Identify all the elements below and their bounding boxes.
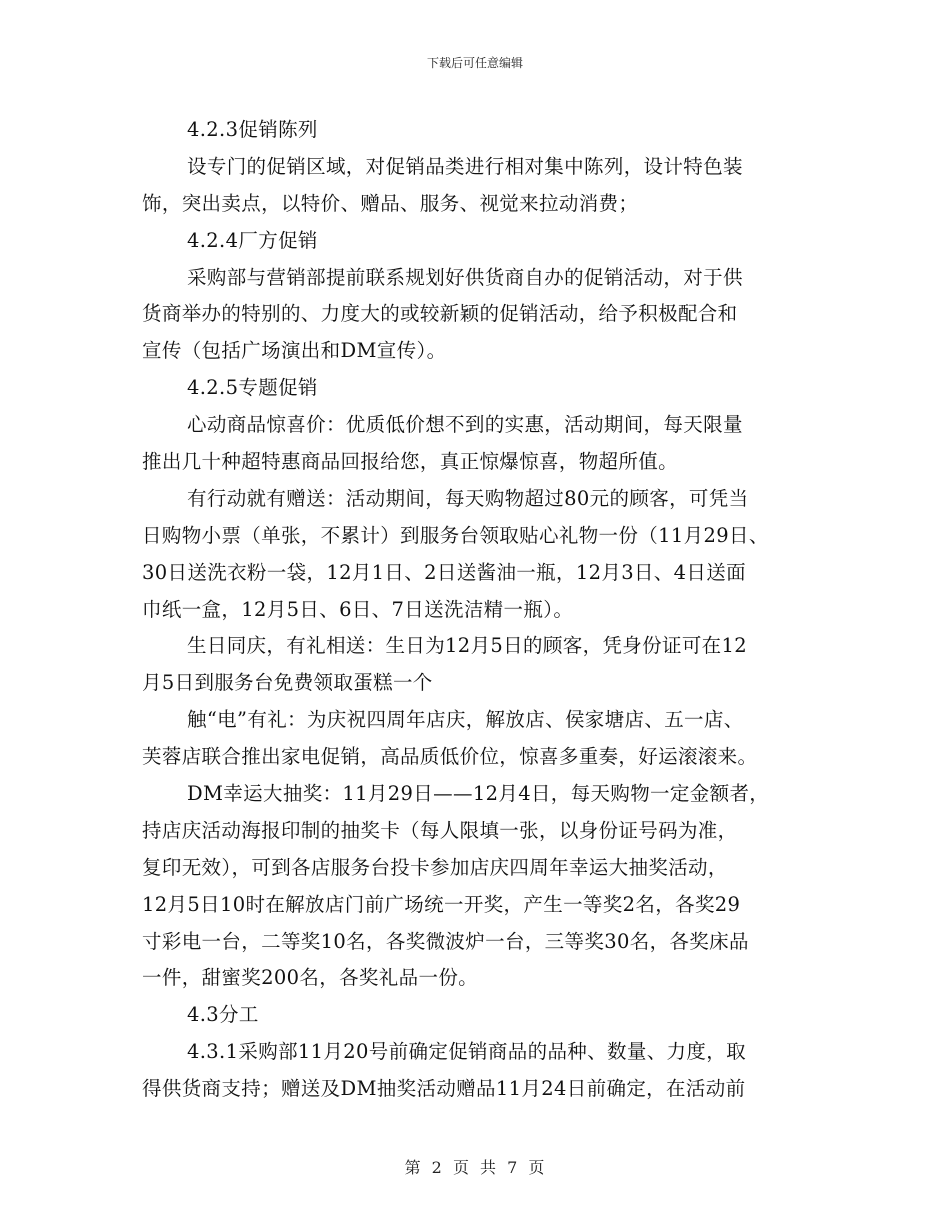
text-line: 12月5日10时在解放店门前广场统一开奖，产生一等奖2名，各奖29 <box>142 892 741 916</box>
text-line: 触“电”有礼：为庆祝四周年店庆，解放店、侯家塘店、五一店、 <box>187 708 744 732</box>
text-line: 芙蓉店联合推出家电促销，高品质低价位，惊喜多重奏，好运滚滚来。 <box>142 745 758 769</box>
text-line: 推出几十种超特惠商品回报给您，真正惊爆惊喜，物超所值。 <box>142 450 678 474</box>
text-line: 寸彩电一台，二等奖10名，各奖微波炉一台，三等奖30名，各奖床品 <box>142 929 749 953</box>
page-header: 下载后可任意编辑 <box>426 56 523 70</box>
text-line: 4.2.5专题促销 <box>187 376 318 400</box>
text-line: 复印无效），可到各店服务台投卡参加店庆四周年幸运大抽奖活动， <box>142 855 728 879</box>
text-line: 采购部与营销部提前联系规划好供货商自办的促销活动，对于供 <box>187 265 743 289</box>
text-line: 货商举办的特别的、力度大的或较新颖的促销活动，给予积极配合和 <box>142 302 738 326</box>
text-line: 设专门的促销区域，对促销品类进行相对集中陈列，设计特色装 <box>187 154 743 178</box>
text-line: 月5日到服务台免费领取蛋糕一个 <box>142 671 433 695</box>
text-line: 4.2.4厂方促销 <box>187 228 318 252</box>
text-line: 日购物小票（单张，不累计）到服务台领取贴心礼物一份（11月29日、 <box>142 523 769 547</box>
text-line: 4.3.1采购部11月20号前确定促销商品的品种、数量、力度，取 <box>187 1040 746 1064</box>
text-line: 4.3分工 <box>187 1003 259 1027</box>
text-line: 4.2.3促销陈列 <box>187 118 318 141</box>
text-line: 巾纸一盒，12月5日、6日、7日送洗洁精一瓶）。 <box>142 597 574 621</box>
text-line: DM幸运大抽奖：11月29日——12月4日，每天购物一定金额者， <box>187 782 770 806</box>
text-line: 一件，甜蜜奖200名，各奖礼品一份。 <box>142 966 479 990</box>
text-line: 有行动就有赠送：活动期间，每天购物超过80元的顾客，可凭当 <box>187 486 749 510</box>
text-line: 持店庆活动海报印制的抽奖卡（每人限填一张，以身份证号码为准， <box>142 818 738 842</box>
text-line: 生日同庆，有礼相送：生日为12月5日的顾客，凭身份证可在12 <box>187 634 748 658</box>
text-line: 30日送洗衣粉一袋，12月1日、2日送酱油一瓶，12月3日、4日送面 <box>142 560 746 584</box>
document-body <box>142 112 802 1108</box>
page-footer: 第 2 页 共 7 页 <box>404 1158 546 1177</box>
text-line: 得供货商支持；赠送及DM抽奖活动赠品11月24日前确定，在活动前 <box>142 1077 746 1101</box>
text-line: 宣传（包括广场演出和DM宣传）。 <box>142 339 447 363</box>
text-line: 饰，突出卖点，以特价、赠品、服务、视觉来拉动消费； <box>142 191 639 215</box>
text-line: 心动商品惊喜价：优质低价想不到的实惠，活动期间，每天限量 <box>187 413 743 437</box>
